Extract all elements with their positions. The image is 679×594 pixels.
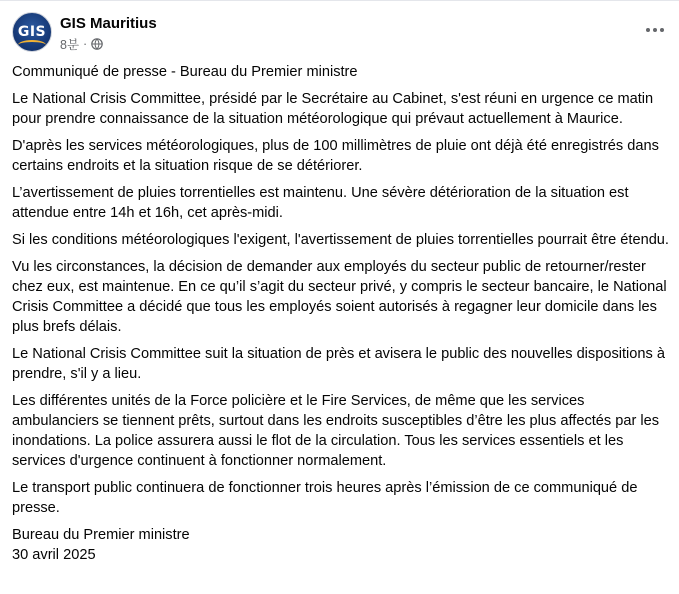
page-name-link[interactable]: GIS Mauritius — [60, 15, 157, 32]
more-dot — [660, 28, 664, 32]
post-paragraph: Le National Crisis Committee, présidé par le Secrétaire au Cabinet, s'est réuni en urgence ce matin pour prendre connaissance de la situation météorologique qui prévaut actuellement à Maurice. — [12, 91, 654, 127]
post-header — [12, 12, 667, 54]
more-dot — [653, 28, 657, 32]
more-options-icon[interactable] — [643, 18, 667, 42]
post-timestamp[interactable]: 8분 — [60, 38, 80, 52]
globe-icon[interactable] — [91, 38, 103, 50]
post-signature: Bureau du Premier ministre — [12, 527, 190, 543]
post-paragraph: Si les conditions météorologiques l'exigent, l'avertissement de pluies torrentielles pourrait être étendu. — [12, 232, 669, 248]
post-paragraph: Les différentes unités de la Force policière et le Fire Services, de même que les services ambulanciers se tiennent prêts, surtout dans les endroits susceptibles d’être les plus affectés par les inondations. La police assurera aussi le flot de la circulation. Tous les services essentiels et les services d'urgence continuent à fonctionner normalement. — [12, 393, 660, 469]
more-dot — [646, 28, 650, 32]
post-paragraph: L’avertissement de pluies torrentielles est maintenu. Une sévère détérioration de la situation est attendue entre 14h et 16h, cet après-midi. — [12, 185, 629, 221]
post-meta — [60, 35, 103, 53]
page-avatar[interactable] — [12, 12, 52, 52]
post-paragraph: Le National Crisis Committee suit la situation de près et avisera le public des nouvelles dispositions à prendre, s'il y a lieu. — [12, 346, 665, 382]
avatar-logo-arc — [18, 40, 46, 50]
post-paragraph: Le transport public continuera de fonctionner trois heures après l’émission de ce communiqué de presse. — [12, 480, 638, 516]
post-date: 30 avril 2025 — [12, 547, 96, 563]
avatar-logo-text: GIS — [17, 24, 47, 40]
post-paragraph: Vu les circonstances, la décision de demander aux employés du secteur public de retourner/rester chez eux, est maintenue. En ce qu’il s’agit du secteur privé, y compris le secteur bancaire, le National Crisis Committee a décidé que tous les employés soient autorisés à regagner leur domicile dans les plus brefs délais. — [12, 259, 667, 335]
post-title: Communiqué de presse - Bureau du Premier ministre — [12, 64, 358, 80]
post-text — [12, 62, 672, 565]
meta-separator: · — [83, 37, 88, 51]
post-paragraph: D'après les services météorologiques, plus de 100 millimètres de pluie ont déjà été enregistrés dans certains endroits et la situation risque de se détériorer. — [12, 138, 659, 174]
